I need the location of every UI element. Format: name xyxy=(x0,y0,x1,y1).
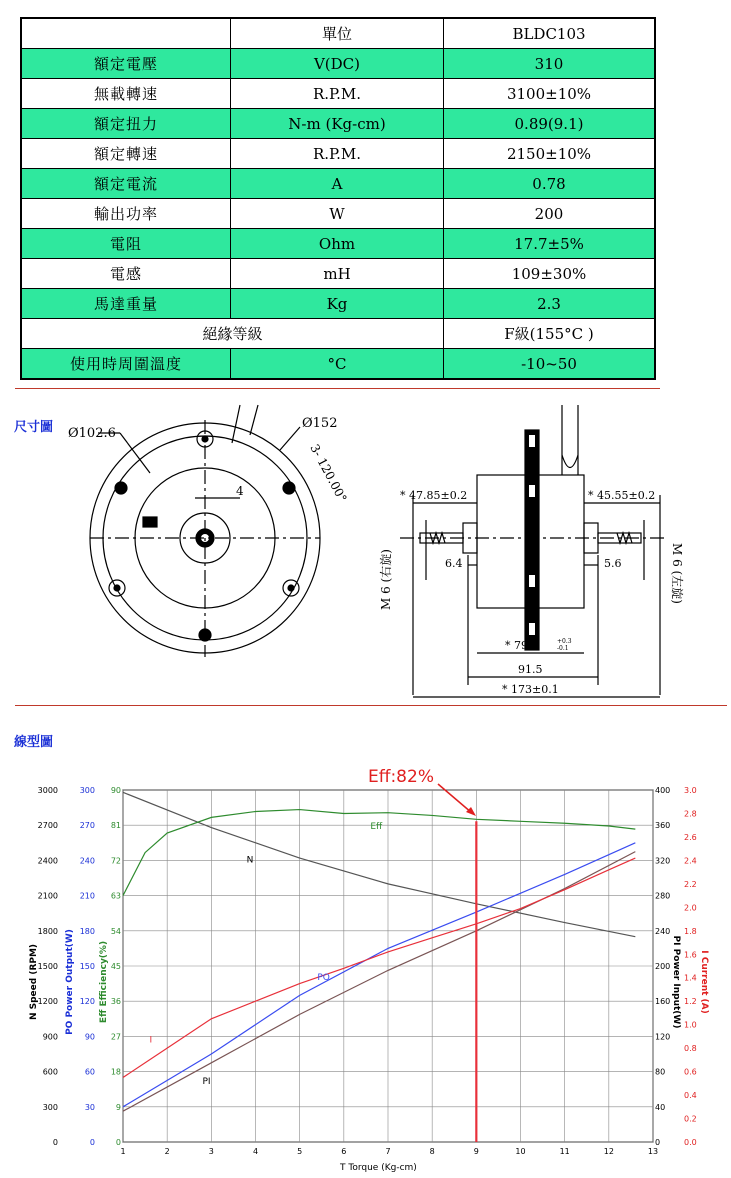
left-step-label: 6.4 xyxy=(445,557,463,570)
chart-grid xyxy=(123,790,653,1142)
spec-row xyxy=(21,259,655,289)
dimension-title: 尺寸圖 xyxy=(14,420,54,435)
outer-dia-leader xyxy=(280,427,300,450)
tick-pi: 120 xyxy=(655,1032,671,1042)
tick-eff: 54 xyxy=(110,926,121,936)
tick-n: 2400 xyxy=(37,856,58,866)
header-unit: 單位 xyxy=(231,18,444,49)
mid-width-label: 91.5 xyxy=(518,663,543,676)
series-label-po: PO xyxy=(317,973,330,984)
spec-table xyxy=(20,17,656,380)
x-tick-label: 13 xyxy=(647,1147,659,1156)
spec-row-temperature xyxy=(21,349,655,380)
spec-name: 額定扭力 xyxy=(21,109,231,139)
body-tol-upper: +0.3 xyxy=(557,638,572,645)
chart-ticks xyxy=(38,786,697,1156)
x-tick-label: 6 xyxy=(341,1147,347,1156)
temperature-value: -10~50 xyxy=(444,349,656,380)
right-thread-label: M 6 (左旋) xyxy=(670,543,684,604)
tick-pi: 160 xyxy=(655,997,671,1007)
tick-eff: 9 xyxy=(115,1102,121,1112)
tick-i: 2.6 xyxy=(684,832,697,842)
series-label-n: N xyxy=(246,855,254,866)
tick-eff: 18 xyxy=(110,1067,121,1077)
tick-po: 180 xyxy=(79,926,95,936)
tick-eff: 81 xyxy=(110,821,121,831)
tick-n: 3000 xyxy=(37,786,58,795)
right-step-label: 5.6 xyxy=(604,557,622,570)
tick-po: 270 xyxy=(79,821,95,831)
tick-i: 2.0 xyxy=(684,903,697,913)
spec-name: 額定轉速 xyxy=(21,139,231,169)
spec-unit: Kg xyxy=(231,289,444,319)
key-width-label: 4 xyxy=(236,484,244,498)
spec-value: 2150±10% xyxy=(444,139,656,169)
spec-row xyxy=(21,109,655,139)
spec-header-row xyxy=(21,18,655,49)
tick-pi: 240 xyxy=(655,926,671,936)
inner-dia-label: Ø102.6 xyxy=(68,426,116,441)
tick-po: 150 xyxy=(79,962,95,971)
tick-i: 2.2 xyxy=(684,879,697,889)
tick-po: 0 xyxy=(89,1138,95,1147)
right-shaft-label: * 45.55±0.2 xyxy=(588,489,656,502)
tick-eff: 63 xyxy=(110,891,121,901)
tick-eff: 72 xyxy=(110,856,121,866)
tick-n: 1500 xyxy=(37,962,58,971)
tick-n: 2100 xyxy=(37,891,58,901)
dimension-drawing xyxy=(0,395,731,710)
tick-pi: 200 xyxy=(655,962,671,971)
table-divider xyxy=(15,388,660,389)
spec-unit: mH xyxy=(231,259,444,289)
x-axis-label: T Torque (Kg-cm) xyxy=(340,1163,417,1173)
tick-pi: 360 xyxy=(655,821,671,831)
spec-name: 電阻 xyxy=(21,229,231,259)
tick-i: 1.4 xyxy=(684,973,697,983)
spec-row xyxy=(21,289,655,319)
curve-title: 線型圖 xyxy=(14,735,54,750)
tick-i: 0.4 xyxy=(684,1091,697,1101)
tick-i: 0.0 xyxy=(684,1138,697,1147)
tick-eff: 27 xyxy=(110,1032,121,1042)
spec-row xyxy=(21,169,655,199)
tick-i: 1.0 xyxy=(684,1020,697,1030)
tick-po: 210 xyxy=(79,891,95,901)
tick-i: 0.6 xyxy=(684,1067,697,1077)
tick-pi: 40 xyxy=(655,1102,666,1112)
holes-label: 3- 120.00° xyxy=(307,441,350,505)
tick-i: 1.6 xyxy=(684,950,697,960)
tick-n: 1800 xyxy=(37,926,58,936)
series-n xyxy=(123,792,635,936)
performance-chart xyxy=(0,750,731,1178)
tick-i: 1.2 xyxy=(684,997,697,1007)
insulation-name: 絕緣等級 xyxy=(21,319,444,349)
x-tick-label: 11 xyxy=(559,1147,570,1156)
spec-value: 200 xyxy=(444,199,656,229)
x-tick-label: 2 xyxy=(164,1147,170,1156)
tick-po: 240 xyxy=(79,856,95,866)
spec-value: 0.89(9.1) xyxy=(444,109,656,139)
x-tick-label: 9 xyxy=(473,1147,479,1156)
spec-row xyxy=(21,79,655,109)
pi-axis-title: PI Power Input(W) xyxy=(671,935,681,1029)
tick-n: 0 xyxy=(52,1138,58,1147)
eff-annotation: Eff:82% xyxy=(368,767,434,787)
spec-row xyxy=(21,139,655,169)
tick-pi: 0 xyxy=(655,1138,661,1147)
spec-value: 310 xyxy=(444,49,656,79)
tick-n: 2700 xyxy=(37,821,58,831)
temperature-unit: °C xyxy=(231,349,444,380)
tick-i: 1.8 xyxy=(684,926,697,936)
spec-name: 輸出功率 xyxy=(21,199,231,229)
n-axis-title: N Speed (RPM) xyxy=(29,943,39,1021)
total-length-label: * 173±0.1 xyxy=(502,683,559,696)
series-label-eff: Eff xyxy=(370,822,383,833)
spec-unit: R.P.M. xyxy=(231,139,444,169)
x-tick-label: 12 xyxy=(603,1147,614,1156)
tick-pi: 320 xyxy=(655,856,671,866)
spec-unit: W xyxy=(231,199,444,229)
eff-axis-title: Eff Efficiency(%) xyxy=(99,940,109,1024)
x-tick-label: 4 xyxy=(252,1147,259,1156)
spec-unit: R.P.M. xyxy=(231,79,444,109)
po-axis-title: PO Power Output(W) xyxy=(65,929,75,1035)
x-tick-label: 7 xyxy=(385,1147,391,1156)
tick-po: 120 xyxy=(79,997,95,1007)
spec-unit: A xyxy=(231,169,444,199)
spec-unit: V(DC) xyxy=(231,49,444,79)
tick-eff: 36 xyxy=(110,997,121,1007)
tick-po: 60 xyxy=(84,1067,95,1077)
tick-n: 600 xyxy=(42,1067,58,1077)
tick-i: 3.0 xyxy=(684,786,697,795)
front-leader-b xyxy=(250,405,258,435)
drawing-divider xyxy=(15,705,727,706)
tick-pi: 400 xyxy=(655,786,671,795)
tick-n: 1200 xyxy=(37,997,58,1007)
x-tick-label: 5 xyxy=(297,1147,303,1156)
header-model: BLDC103 xyxy=(444,18,656,49)
spec-row xyxy=(21,199,655,229)
insulation-value: F級(155°C ) xyxy=(444,319,656,349)
spec-name: 額定電壓 xyxy=(21,49,231,79)
series-label-pi: PI xyxy=(202,1076,211,1087)
header-blank xyxy=(21,18,231,49)
x-tick-label: 8 xyxy=(429,1147,435,1156)
spec-name: 額定電流 xyxy=(21,169,231,199)
i-axis-title: I Current (A) xyxy=(699,950,709,1014)
tick-i: 2.4 xyxy=(684,856,697,866)
chart-series xyxy=(123,792,635,1142)
side-bracket xyxy=(525,430,539,650)
left-thread-label: M 6 (右旋) xyxy=(379,549,393,610)
x-tick-label: 10 xyxy=(515,1147,526,1156)
tick-eff: 45 xyxy=(110,962,121,971)
spec-row xyxy=(21,49,655,79)
spec-name: 馬達重量 xyxy=(21,289,231,319)
front-label-plate xyxy=(143,517,157,527)
tick-po: 300 xyxy=(79,786,95,795)
spec-unit: Ohm xyxy=(231,229,444,259)
tick-n: 300 xyxy=(42,1102,58,1112)
tick-pi: 80 xyxy=(655,1067,666,1077)
left-shaft-label: * 47.85±0.2 xyxy=(400,489,468,502)
spec-unit: N-m (Kg-cm) xyxy=(231,109,444,139)
spec-value: 17.7±5% xyxy=(444,229,656,259)
tick-n: 900 xyxy=(42,1032,58,1042)
temperature-name: 使用時周圍溫度 xyxy=(21,349,231,380)
spec-row-insulation xyxy=(21,319,655,349)
x-tick-label: 1 xyxy=(120,1147,126,1156)
tick-i: 0.2 xyxy=(684,1114,697,1124)
spec-value: 0.78 xyxy=(444,169,656,199)
body-tol-lower: -0.1 xyxy=(557,645,569,652)
spec-value: 109±30% xyxy=(444,259,656,289)
front-leader-a xyxy=(232,405,240,443)
x-tick-label: 3 xyxy=(208,1147,214,1156)
tick-i: 2.8 xyxy=(684,809,697,819)
series-pi xyxy=(123,852,635,1112)
series-label-i: I xyxy=(149,1035,153,1046)
tick-eff: 90 xyxy=(110,786,121,795)
body-width-label: * 79.6 xyxy=(505,639,539,652)
spec-name: 無載轉速 xyxy=(21,79,231,109)
spec-value: 3100±10% xyxy=(444,79,656,109)
spec-value: 2.3 xyxy=(444,289,656,319)
spec-row xyxy=(21,229,655,259)
tick-po: 30 xyxy=(84,1102,95,1112)
outer-dia-label: Ø152 xyxy=(302,416,338,431)
tick-eff: 0 xyxy=(115,1138,121,1147)
tick-pi: 280 xyxy=(655,891,671,901)
tick-po: 90 xyxy=(84,1032,95,1042)
tick-i: 0.8 xyxy=(684,1044,697,1054)
eff-annotation-arrow xyxy=(438,784,472,813)
spec-name: 電感 xyxy=(21,259,231,289)
